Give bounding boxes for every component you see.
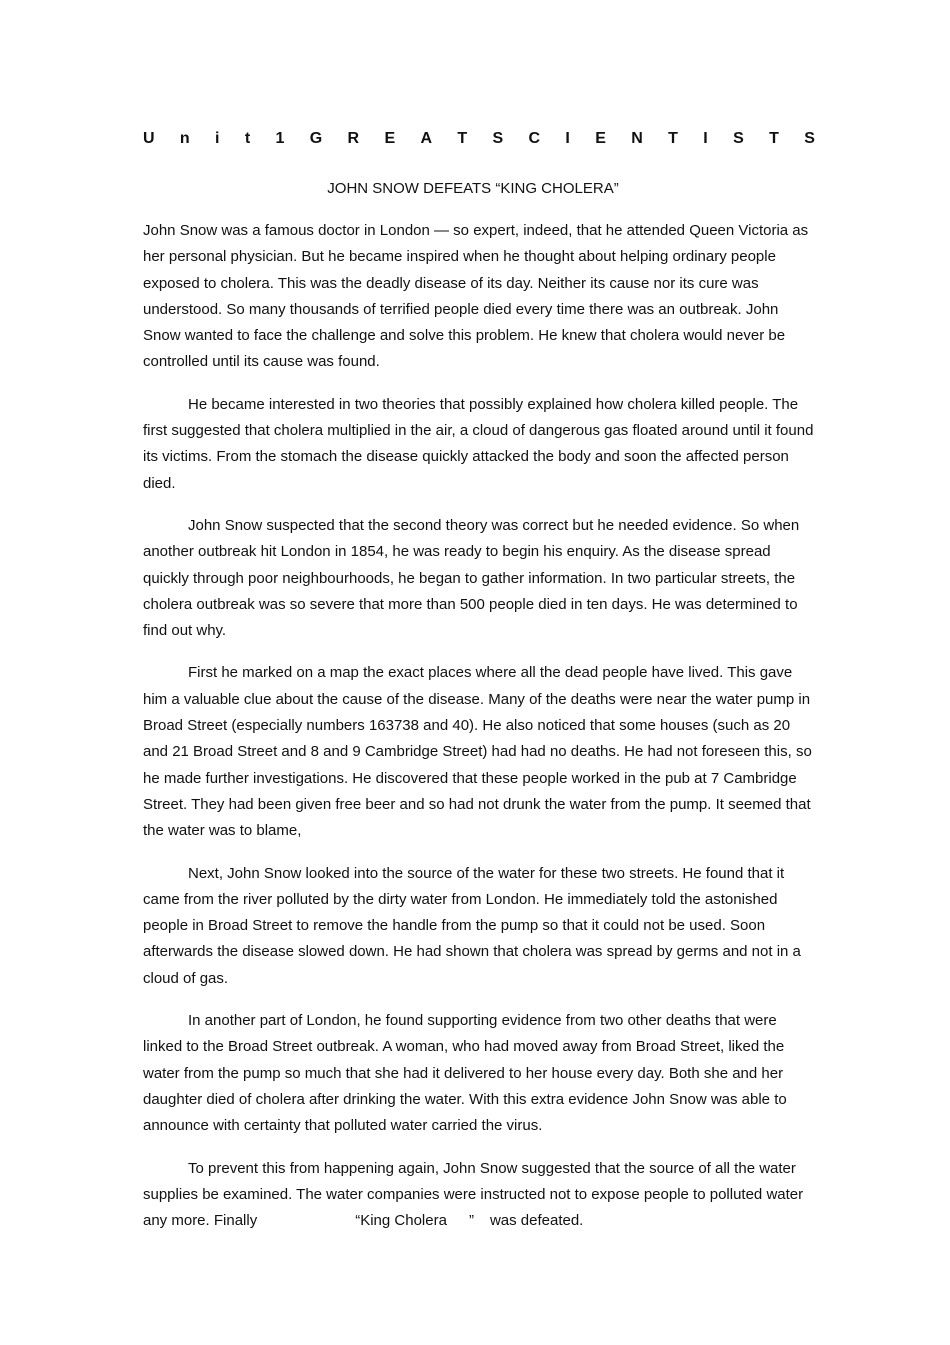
heading-letter: T [668, 130, 678, 147]
heading-letter: S [804, 130, 815, 147]
quote-close-mark: ” [468, 1212, 474, 1230]
heading-letter: I [565, 130, 570, 147]
paragraph: First he marked on a map the exact places where all the dead people have lived. This gave him a valuable clue about the cause of the disease. Many of the deaths were near the water pump in Broad Street (especially numbers 163738 and 40). He also noticed that some houses (such as 20 and 21 Broad Street and 8 and 9 Cambridge Street) had had no deaths. He had not foreseen this, so he made further investigations. He discovered that these people worked in the pub at 7 Cambridge Street. They had been given free beer and so had not drunk the water from the pump. It seemed that the water was to blame, [143, 664, 812, 840]
heading-letter: N [631, 130, 643, 147]
paragraph: He became interested in two theories that possibly explained how cholera killed people. The first suggested that cholera multiplied in the air, a cloud of dangerous gas floated around until it found its victims. From the stomach the disease quickly attacked the body and soon the affected person died. [143, 395, 814, 492]
heading-letter: t [244, 130, 251, 147]
heading-letter: T [769, 130, 779, 147]
heading-letter: i [215, 130, 220, 147]
final-paragraph-end: was defeated. [489, 1212, 584, 1230]
heading-letter: S [492, 130, 504, 147]
heading-letter: n [179, 130, 190, 147]
article-body [143, 218, 818, 1250]
quote-open-mark: “ [355, 1212, 361, 1230]
heading-letter: E [384, 130, 396, 147]
heading-letter: S [733, 130, 744, 147]
heading-letter: G [309, 130, 323, 147]
paragraph: In another part of London, he found supporting evidence from two other deaths that were linked to the Broad Street outbreak. A woman, who had moved away from Broad Street, liked the water from the pump so much that she had it delivered to her house every day. Both she and her daughter died of cholera after drinking the water. With this extra evidence John Snow was able to announce with certainty that polluted water carried the virus. [143, 1012, 787, 1135]
heading-letter: I [703, 130, 708, 147]
quoted-phrase: King Cholera [360, 1212, 447, 1230]
heading-letter: A [420, 130, 433, 147]
final-paragraph-main: To prevent this from happening again, John Snow suggested that the source of all the water supplies be examined. The water companies were instructed not to expose people to polluted water any more. Finally [143, 1159, 804, 1230]
heading-letter: 1 [275, 130, 285, 147]
heading-letter: T [457, 130, 468, 147]
paragraph: John Snow suspected that the second theory was correct but he needed evidence. So when another outbreak hit London in 1854, he was ready to begin his enquiry. As the disease spread quickly through poor neighbourhoods, he began to gather information. In two particular streets, the cholera outbreak was so severe that more than 500 people died in ten days. He was determined to find out why. [143, 516, 800, 640]
article-title: JOHN SNOW DEFEATS “KING CHOLERA” [327, 180, 619, 197]
heading-letter: U [143, 130, 155, 147]
heading-letter: R [347, 130, 360, 147]
unit-heading [143, 128, 815, 150]
final-paragraph [143, 1156, 818, 1235]
heading-letter: C [528, 130, 541, 147]
paragraph: John Snow was a famous doctor in London — so expert, indeed, that he attended Queen Victoria as her personal physician. But he became inspired when he thought about helping ordinary people exposed to cholera. This was the deadly disease of its day. Neither its cause nor its cure was understood. So many thousands of terrified people died every time there was an outbreak. John Snow wanted to face the challenge and solve this problem. He knew that cholera would never be controlled until its cause was found. [143, 222, 809, 371]
heading-letter: E [595, 130, 606, 147]
paragraph: Next, John Snow looked into the source of the water for these two streets. He found that it came from the river polluted by the dirty water from London. He immediately told the astonished people in Broad Street to remove the handle from the pump so that it could not be used. Soon afterwards the disease slowed down. He had shown that cholera was spread by germs and not in a cloud of gas. [143, 864, 801, 987]
